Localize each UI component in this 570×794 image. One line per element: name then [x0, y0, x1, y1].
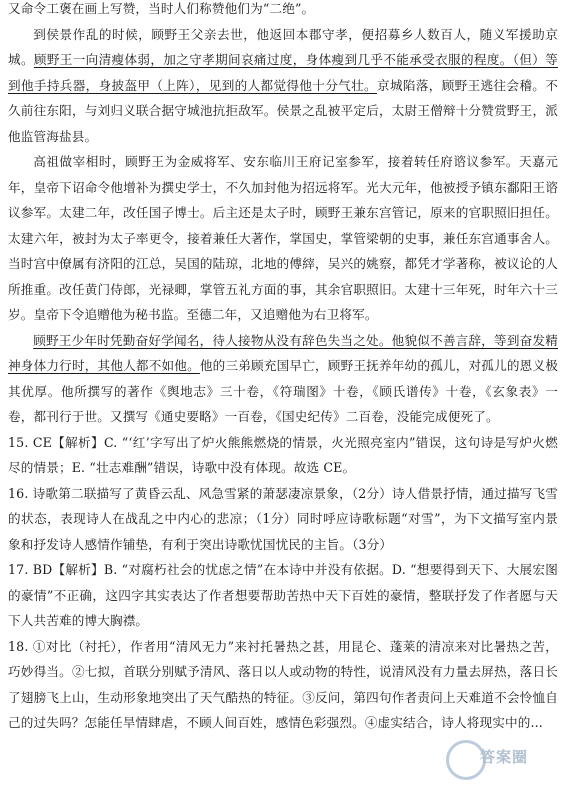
character-text-rest: 他的三弟顾充国早亡，顾野王抚养年幼的孤儿，对孤儿的恩义极其优厚。他所撰写的著作《舆地志》三十卷，《符瑞图》十卷，《顾氏谱传》十卷，《玄象表》一卷，都刊行于世。又撰写《通史要略》一百卷，《国史纪传》二百卷，没能完成便死了。	[8, 358, 559, 424]
site-watermark-logo	[446, 734, 564, 786]
war-text-end: 京城陷落，顾野王逃往会稽。不久前往东阳，与刘归义联合据守城池抗拒敌军。侯景之乱被平定后，太尉王僧辩十分赞赏野王，派他监管海盐县。	[8, 77, 558, 144]
war-underlined-sentence: 顾野王一向清瘦体弱，加之守孝期间哀痛过度，身体瘦到几乎不能承受衣服的程度。（但）等到他手持兵器，身披盔甲（上阵），见到的人都觉得他十分气壮。	[8, 52, 558, 93]
passage-top-line: 又命令工褒在画上写赞，当时人们称赞他们为“二绝”。	[8, 1, 315, 16]
passage-character-paragraph	[8, 328, 558, 430]
war-text-start: 到侯景作乱的时候，顾野王父亲去世，他返回本郡守孝，便招募乡人数百人，随义军援助京城。	[8, 26, 558, 67]
passage-career-paragraph: 高祖做宰相时，顾野王为金威将军、安东临川王府记室参军，接着转任府谘议参军。天嘉元年，皇帝下诏命令他增补为撰史学士，不久加封他为招远将军。光大元年，他被授予镇东鄱阳王谘议参军。太建二年，改任国子博士。后主还是太子时，顾野王兼东宫管记，原来的官职照旧担任。太建六年，被封为太子率更令，接着兼任大著作，掌国史，掌管梁朝的史事，兼任东宫通事舍人。当时宫中僚属有济阳的江总，吴国的陆琼，北地的傅縡，吴兴的姚察，都凭才学著称，被议论的人所推重。改任黄门侍郎，光禄卿，掌管五礼方面的事，其余官职照旧。太建十三年死，时年六十三岁。皇帝下令追赠他为秘书监。至德二年，又追赠他为右卫将军。	[8, 154, 558, 322]
passage-war-paragraph	[8, 22, 558, 150]
answer-17: 17. BD【解析】B. “对腐朽社会的忧虑之情”在本诗中并没有依据。D. “想要得到天下、大展宏图的豪情”不正确，这四字其实表达了作者想要帮助苦热中天下百姓的豪情，整联抒发了作者愿与天下人共苦难的博大胸襟。	[8, 562, 558, 628]
answer-16: 16. 诗歌第二联描写了黄昏云乱、风急雪紧的萧瑟凄凉景象，（2分）诗人借景抒情，通过描写飞雪的状态，表现诗人在战乱之中内心的悲凉；（1分）同时呼应诗歌标题“对雪”，为下文描写室内景象和抒发诗人感情作铺垫，有利于突出诗歌忧国忧民的主旨。（3分）	[8, 485, 558, 552]
answer-18: 18. ①对比（衬托），作者用“清风无力”来衬托暑热之甚，用昆仑、蓬莱的清凉来对比暑热之苦，巧妙得当。②七拟，首联分别赋予清风、落日以人或动物的特性，说清风没有力量去屏热，落日长了翅膀飞上山，生动形象地突出了天气酷热的特征。③反问，第四句作者责问上天难道不会怜恤自己的过失吗？怎能任旱情肆虐，不顾人间百姓，感情色彩强烈。④虚实结合，诗人将现实中的...	[8, 638, 558, 730]
watermark-text: 答案圈	[480, 748, 529, 766]
answer-15: 15. CE【解析】C. “‘红’字写出了炉火熊熊燃烧的情景，火光照亮室内”错误，这句诗是写炉火燃尽的情景；E. “壮志难酬”错误，诗歌中没有体现。故选 CE。	[8, 434, 558, 475]
character-underlined-sentence: 顾野王少年时凭勤奋好学闻名，待人接物从没有辞色失当之处。他貌似不善言辞，等到奋发精神身体力行时，其他人都不如他。	[8, 332, 558, 373]
